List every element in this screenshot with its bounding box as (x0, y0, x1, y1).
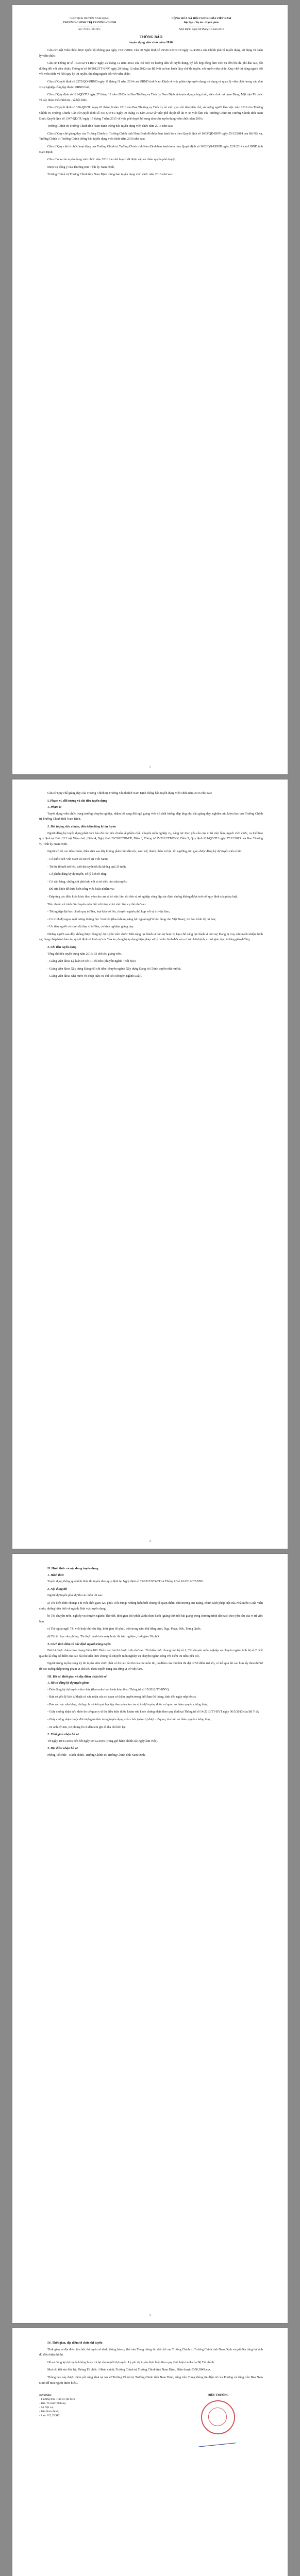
subsection-heading: 2. Đối tượng, tiêu chuẩn, điều kiện đăng ký dự tuyển (47, 825, 116, 828)
page-number: 1 (149, 766, 151, 769)
list-item: - Giảng viên khoa Lý luận cơ sở: 01 chỉ tiêu (chuyên ngành Triết học); (47, 960, 137, 963)
paragraph: Người đăng ký tuyển dụng phải đảm bảo đủ các tiêu chuẩn về phẩm chất, chuyên môn nghiệp vụ, năng lực theo yêu cầu của vị trí việc làm, ngạch viên chức, cụ thể theo quy định tại Điều 22 Luật Viên chức; Điều 4, Nghị định 29/2012/NĐ-CP; Điều 3, Thông tư 15/2012/TT-BNV; Điều 5, Quy định 121-QĐ/TU ngày 27/12/2013 của Ban Thường vụ Tỉnh ủy Nam Định. (39, 832, 263, 846)
list-item: - Ưu tiên người có trình độ thạc sĩ trở lên, có kinh nghiệm giảng dạy. (47, 925, 134, 929)
country-line-1: CỘNG HÒA XÃ HỘI CHỦ NGHĨA VIỆT NAM (171, 17, 231, 20)
paragraph: Căn cứ Quy chế tổ chức hoạt động của Trường Chính trị Trường Chinh tỉnh Nam Định ban hành kèm theo Quyết định số 1632/QĐ-UBND ngày 22/9/2014 của UBND tỉnh Nam Định; (39, 145, 263, 154)
list-item: - Giảng viên khoa Nhà nước và Pháp luật: 01 chỉ tiêu (chuyên ngành Luật). (47, 975, 142, 978)
section-heading: III. Hồ sơ, thời gian và địa điểm nhận hồ sơ (47, 1674, 107, 1679)
paragraph: Tiêu chuẩn về trình độ chuyên môn đối với từng vị trí việc làm cụ thể như sau: (47, 903, 146, 906)
paragraph: Căn cứ Quyết định số 336-QĐ/TU ngày 01 tháng 9 năm 2016 của Ban Thường vụ Tỉnh ủy về việc giao chỉ tiêu biên chế, số lượng người làm việc năm 2016 cho Trường Chính trị Trường Chinh; Căn cứ Quyết định số 336-QĐ/TU ngày 09 tháng 10 năm 2012 về việc phê duyệt đề án vị trí việc làm của Trường Chính trị Trường Chinh tỉnh Nam Định; Quyết định số 1347-QĐ/TU ngày 17 tháng 7 năm 2015 về việc phê duyệt bổ sung nhu cầu tuyển dụng viên chức năm 2016; (39, 106, 263, 121)
recipient-item: - Sở Nội vụ; (39, 2406, 54, 2410)
list-item: d) Thi tin học văn phòng: Thi thực hành trên máy hoặc thi trắc nghiệm, thời gian 30 phút. (47, 1635, 160, 1638)
subsection-heading: 1. Phạm vi (47, 806, 61, 809)
list-item: b) Thi chuyên môn, nghiệp vụ chuyên ngành: Thi viết, thời gian 180 phút và thi thực hành (giảng thử một bài giảng trong chương trình đào tạo) theo yêu cầu của vị trí việc làm. (39, 1615, 263, 1623)
recipients-heading: Nơi nhận: (39, 2394, 52, 2397)
country-line-2: Độc lập - Tự do - Hạnh phúc (184, 21, 219, 24)
section-heading: II. Hình thức và nội dung tuyển dụng (47, 1567, 98, 1570)
list-item: - Có phiếu đăng ký dự tuyển, có lý lịch rõ ràng; (47, 873, 108, 876)
signature-icon (198, 2435, 238, 2447)
document-header (39, 16, 263, 31)
section-heading: I. Phạm vi, đối tượng và chỉ tiêu tuyển dụng (47, 799, 107, 803)
list-item: - Giấy chứng nhận thuộc đối tượng ưu tiên trong tuyển dụng viên chức (nếu có) được cơ quan, tổ chức có thẩm quyền chứng thực; (47, 1718, 212, 1722)
list-item: - Giảng viên khoa Xây dựng Đảng: 01 chỉ tiêu (chuyên ngành Xây dựng Đảng và Chính quyền nhà nước); (47, 967, 181, 971)
paragraph: Tuyển dụng thông qua hình thức thi tuyển theo quy định tại Nghị định số 29/2012/NĐ-CP và Thông tư số 16/2012/TT-BNV. (47, 1580, 204, 1584)
paragraph: Những người sau đây không được đăng ký dự tuyển viên chức: Mất năng lực hành vi dân sự hoặc bị hạn chế năng lực hành vi dân sự; Đang bị truy cứu trách nhiệm hình sự; đang chấp hành bản án, quyết định về hình sự của Tòa án; đang bị áp dụng biện pháp xử lý hành chính đưa vào cơ sở chữa bệnh, cơ sở giáo dục, trường giáo dưỡng. (39, 933, 263, 942)
paragraph: Thông báo này được niêm yết công khai tại trụ sở Trường Chính trị Trường Chinh tỉnh Nam Định, đăng trên Trang thông tin điện tử của Trường và đăng trên Báo Nam Định để mọi người được biết./. (39, 2376, 263, 2385)
page-number: 2 (149, 1540, 151, 1544)
document-title: THÔNG BÁO (139, 35, 163, 39)
list-item: - 02 ảnh cỡ 4x6, 02 phong bì có dán tem ghi rõ địa chỉ liên lạc. (47, 1725, 127, 1729)
list-item: - Tốt nghiệp đại học chính quy trở lên, loại khá trở lên, chuyên ngành phù hợp với vị trí việc làm; (47, 910, 170, 914)
paragraph: Tổng chỉ tiêu tuyển dụng năm 2016: 03 chỉ tiêu giảng viên. (47, 952, 122, 956)
paragraph: Bài thi được chấm theo thang điểm 100. Điểm các bài thi được tính như sau: Thi kiến thức chung tính hệ số 1; Thi chuyên môn, nghiệp vụ chuyên ngành tính hệ số 2. Kết quả thi là tổng số điểm của các bài thi kiến thức chung và chuyên môn nghiệp vụ chuyên ngành cộng với điểm ưu tiên (nếu có). (39, 1649, 263, 1658)
list-item: c) Thi ngoại ngữ: Thi viết hoặc thi vấn đáp, thời gian 60 phút, một trong năm thứ tiếng Anh, Nga, Pháp, Đức, Trung Quốc. (47, 1628, 202, 1631)
paragraph: Căn cứ Quy định số 121-QĐ/TU ngày 27 tháng 12 năm 2013 của Ban Thường vụ Tỉnh ủy Nam Định về tuyển dụng công chức, viên chức cơ quan Đảng, Mặt trận Tổ quốc và các đoàn thể chính trị - xã hội tỉnh; (39, 93, 263, 102)
document-page-2 (12, 779, 288, 1549)
signatory-title: HIỆU TRƯỞNG (207, 2394, 229, 2397)
document-page-3 (12, 1554, 288, 2323)
list-item: - Đơn đăng ký dự tuyển viên chức (theo mẫu ban hành kèm theo Thông tư số 15/2012/TT-BNV); (47, 1688, 170, 1691)
recipient-item: - Ban Tổ chức Tỉnh ủy; (39, 2402, 66, 2405)
paragraph: Căn cứ nhu cầu tuyển dụng viên chức năm 2016 theo kế hoạch đã được cấp có thẩm quyền phê duyệt; (47, 158, 176, 162)
paragraph: Được sự đồng ý của Thường trực Tỉnh ủy Nam Định, (47, 165, 115, 169)
paragraph: Căn cứ Luật Viên chức được Quốc hội thông qua ngày 15/11/2010; Căn cứ Nghị định số 29/2012/NĐ-CP ngày 12/4/2012 của Chính phủ về tuyển dụng, sử dụng và quản lý viên chức; (39, 49, 263, 58)
document-number: Số: 70/TB-TCTTC (78, 28, 101, 31)
list-item: - Có văn bằng, chứng chỉ phù hợp với vị trí việc làm cần tuyển; (47, 880, 127, 884)
document-page-1 (12, 5, 288, 774)
list-item: - Bản sao các văn bằng, chứng chỉ và kết quả học tập theo yêu cầu của vị trí dự tuyển, được cơ quan có thẩm quyền chứng thực; (47, 1703, 208, 1706)
list-item: - Giấy chứng nhận sức khỏe do cơ quan y tế đủ điều kiện được khám sức khỏe chứng nhận theo quy định tại Thông tư số 14/2013/TT-BYT ngày 06/5/2013 của Bộ Y tế; (47, 1710, 259, 1714)
recipients-list (39, 2393, 146, 2447)
list-item: - Có quốc tịch Việt Nam và cư trú tại Việt Nam; (47, 857, 108, 861)
recipient-item: - Lưu: VT, TCHC. (39, 2414, 61, 2418)
subsection-heading: 3. Chỉ tiêu tuyển dụng (47, 946, 77, 950)
page-number: 3 (149, 2314, 151, 2318)
agency-line-1: CHỦ TỊCH HUYỆN NAM ĐỊNH (70, 17, 110, 20)
paragraph: Tuyển dụng viên chức trong trường chuyên nghiệp, nhằm bổ sung đội ngũ giảng viên có chất lượng, đáp ứng nhu cầu giảng dạy, nghiên cứu khoa học của Trường Chính trị Trường Chinh tỉnh Nam Định. (39, 812, 263, 821)
national-motto (140, 16, 263, 31)
list-item: a) Thi kiến thức chung: Thi viết, thời gian 120 phút. Nội dung: Những hiểu biết chung về quan điểm, chủ trương của Đảng, chính sách pháp luật của Nhà nước; Luật Viên chức; những hiểu biết về ngành, lĩnh vực tuyển dụng. (39, 1601, 263, 1611)
list-item: - Đáp ứng các điều kiện khác theo yêu cầu của vị trí việc làm do đơn vị sự nghiệp công lập xác định nhưng không được trái với quy định của pháp luật. (47, 895, 238, 899)
paragraph: Trường Chính trị Trường Chinh tỉnh Nam Định thông báo tuyển dụng viên chức năm 2016 như sau: (47, 125, 173, 128)
subsection-heading: 1. Hồ sơ đăng ký dự tuyển gồm: (47, 1682, 89, 1685)
subsection-heading: 2. Thời gian nhận hồ sơ (47, 1733, 79, 1737)
paragraph: Căn cứ Thông tư số 15/2012/TT-BNV ngày 25 tháng 12 năm 2012 của Bộ Nội vụ hướng dẫn về tuyển dụng, ký kết hợp đồng làm việc và đền bù chi phí đào tạo, bồi dưỡng đối với viên chức; Thông tư số 16/2012/TT-BNV ngày 28 tháng 12 năm 2012 của Bộ Nội vụ ban hành Quy chế thi tuyển, xét tuyển viên chức; Quy chế thi nâng ngạch đối với viên chức và Nội quy kỳ thi tuyển, thi nâng ngạch đối với viên chức; (39, 62, 263, 76)
agency-line-2: TRƯỜNG CHÍNH TRỊ TRƯỜNG CHINH (63, 21, 116, 24)
official-seal-icon (201, 2400, 235, 2434)
paragraph: Người có đủ các tiêu chuẩn, điều kiện sau đây không phân biệt dân tộc, nam nữ, thành phần xã hội, tín ngưỡng, tôn giáo được đăng ký dự tuyển viên chức: (47, 850, 242, 854)
paragraph: Thời gian và địa điểm tổ chức thi tuyển sẽ được thông báo cụ thể trên Trang thông tin điện tử của Trường Chính trị Trường Chinh tỉnh Nam Định và gửi đến từng thí sinh đủ điều kiện dự thi. (39, 2348, 263, 2357)
paragraph: Căn cứ Quy chế giảng dạy của Trường Chính trị Trường Chinh tỉnh Nam Định đã được ban hành kèm theo Quyết định số 1635/QĐ-BNV ngày 25/12/2014 của Bộ Nội vụ, Trường Chính trị Trường Chinh thông báo tuyển dụng viên chức năm 2016 như sau: (39, 132, 263, 141)
recipient-item: - Thường trực Tỉnh ủy (để b/c); (39, 2398, 76, 2401)
paragraph: Trường Chính trị Trường Chinh tỉnh Nam Định thông báo tuyển dụng viên chức năm 2016 như sau: (47, 173, 173, 177)
paragraph: Căn cứ Quyết định số 2373/QĐ-UBND ngày 11 tháng 11 năm 2014 của UBND tỉnh Nam Định về việc phân cấp tuyển dụng, sử dụng và quản lý viên chức trong các đơn vị sự nghiệp công lập thuộc UBND tỉnh; (39, 80, 263, 89)
paragraph: Người dự tuyển phải dự thi các môn thi sau: (47, 1594, 103, 1598)
list-item: - Đủ sức khỏe để thực hiện công việc hoặc nhiệm vụ; (47, 888, 114, 891)
recipient-item: - Báo Nam Định; (39, 2410, 59, 2414)
subsection-heading: 1. Hình thức (47, 1573, 64, 1577)
paragraph: Người trúng tuyển trong kỳ thi tuyển viên chức phải có đủ các bài thi của các môn thi, có điểm của mỗi bài thi đạt từ 50 điểm trở lên, có kết quả thi cao hơn lấy theo thứ tự từ cao xuống thấp trong phạm vi chỉ tiêu được tuyển dụng của từng vị trí việc làm. (39, 1662, 263, 1671)
document-subtitle: tuyển dụng viên chức năm 2016 (129, 41, 173, 44)
paragraph: Căn cứ Quy chế giảng dạy của Trường Chính trị Trường Chinh tỉnh Nam Định thông báo tuyển dụng viên chức năm 2016 như sau: (47, 792, 212, 795)
place-date: Nam Định, ngày 08 tháng 11 năm 2016 (178, 28, 224, 31)
list-item: - Bản sơ yếu lý lịch tự thuật có xác nhận của cơ quan có thẩm quyền trong thời hạn 06 tháng, tính đến ngày nộp hồ sơ; (47, 1696, 196, 1699)
document-page-4 (12, 2328, 288, 2576)
paragraph: Từ ngày 10/11/2016 đến hết ngày 09/12/2016 (trong giờ hành chính các ngày làm việc). (47, 1739, 158, 1743)
list-item: - Có trình độ ngoại ngữ tương đương bậc 3 trở lên (theo khung năng lực ngoại ngữ 6 bậc dùng cho Việt Nam), tin học trình độ cơ bản; (47, 918, 216, 921)
issuing-agency (39, 16, 140, 31)
subsection-heading: 3. Cách tính điểm và xác định người trúng tuyển (47, 1642, 111, 1646)
signature-block (39, 2393, 263, 2447)
section-heading: IV. Thời gian, địa điểm tổ chức thi tuyển (47, 2341, 103, 2345)
paragraph: Mọi chi tiết xin liên hệ: Phòng Tổ chức - Hành chính, Trường Chính trị Trường Chinh tỉnh Nam Định. Điện thoại: 0350.3849.xxx. (47, 2368, 211, 2372)
subsection-heading: 2. Nội dung thi (47, 1587, 67, 1591)
list-item: - Từ đủ 18 tuổi trở lên, tuổi dự tuyển tối đa không quá 35 tuổi; (47, 865, 126, 869)
signatory (173, 2393, 263, 2447)
subsection-heading: 3. Địa điểm nhận hồ sơ (47, 1747, 78, 1751)
paragraph: Hồ sơ đăng ký dự tuyển không hoàn trả lại cho người dự tuyển. Lệ phí dự tuyển thực hiện theo quy định hiện hành của Bộ Tài chính. (47, 2361, 215, 2364)
paragraph: Phòng Tổ chức - Hành chính, Trường Chính trị Trường Chinh tỉnh Nam Định. (47, 1754, 146, 1757)
